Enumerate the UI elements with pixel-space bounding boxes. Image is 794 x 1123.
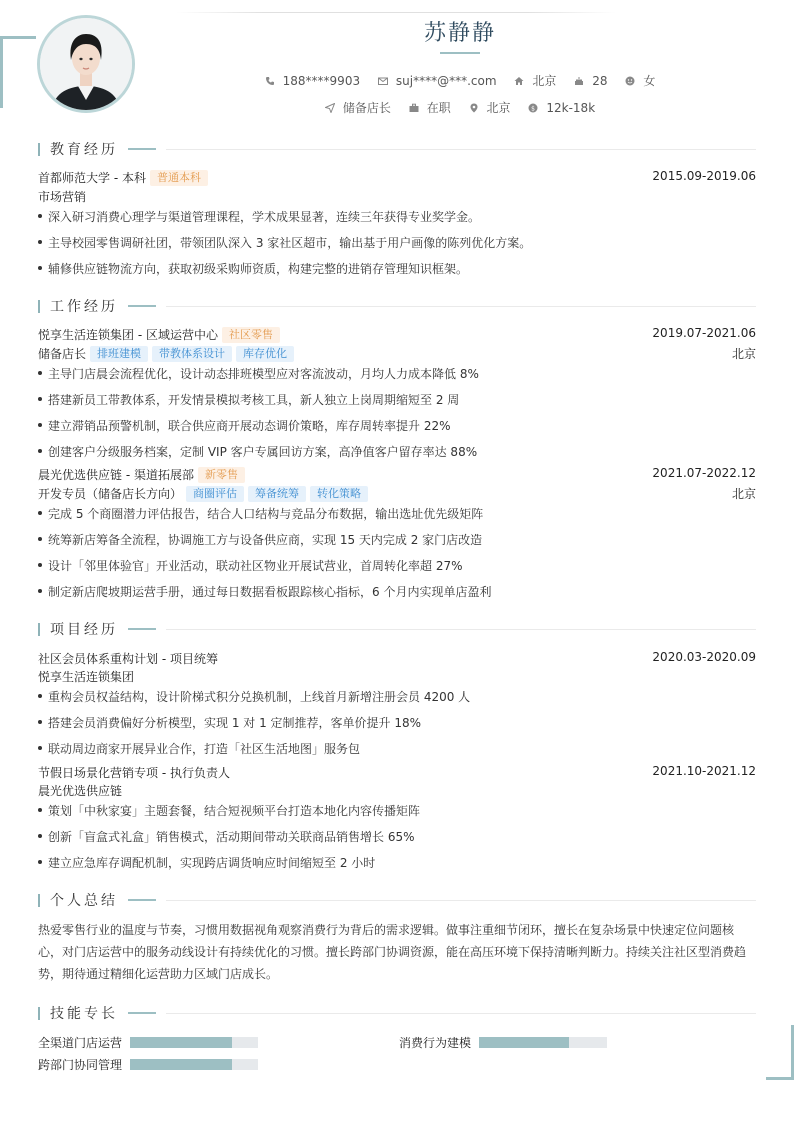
- corner-decoration-bottom-right-horizontal: [766, 1077, 794, 1080]
- skill-level-fill: [130, 1037, 232, 1048]
- education-date: 2015.09-2019.06: [652, 169, 756, 183]
- target-role-item: [325, 99, 391, 116]
- skill-name: 跨部门协同管理: [38, 1058, 123, 1072]
- skill-tag: 库存优化: [236, 346, 294, 362]
- target-city-item: [469, 99, 511, 116]
- email-text: suj****@***.com: [395, 74, 497, 88]
- work-entry-head: [38, 466, 756, 483]
- education-bullet: 主导校园零售调研社团，带领团队深入 3 家社区超市，输出基于用户画像的陈列优化方案。: [38, 234, 756, 251]
- project-date: 2020.03-2020.09: [652, 650, 756, 664]
- coin-icon: [528, 103, 538, 113]
- location-pin-icon: [469, 103, 479, 113]
- section-title-projects: [38, 621, 756, 637]
- company-name: 晨光优选供应链 - 渠道拓展部: [38, 468, 194, 482]
- work-bullet: 制定新店爬坡期运营手册，通过每日数据看板跟踪核心指标，6 个月内实现单店盈利: [38, 583, 756, 600]
- project-date: 2021.10-2021.12: [652, 764, 756, 778]
- svg-text:$: $: [531, 105, 536, 113]
- skill-tag: 转化策略: [310, 486, 368, 502]
- send-icon: [325, 103, 335, 113]
- job-intent-row: [0, 99, 794, 116]
- section-title-work: [38, 298, 756, 314]
- candidate-name: 苏静静: [423, 21, 496, 46]
- skill-tag: 筹备统筹: [248, 486, 306, 502]
- education-entry-head: [38, 169, 756, 186]
- section-heading: 技能专长: [50, 1006, 118, 1022]
- city-item: [514, 72, 556, 89]
- skill-name: 全渠道门店运营: [38, 1036, 123, 1050]
- work-bullet: 完成 5 个商圈潜力评估报告，结合人口结构与竞品分布数据，输出选址优先级矩阵: [38, 505, 756, 522]
- status-text: 在职: [426, 101, 451, 115]
- project-title: 节假日场景化营销专项 - 执行负责人: [38, 766, 230, 780]
- skill-item: [38, 1034, 258, 1051]
- project-bullet: 联动周边商家开展异业合作，打造「社区生活地图」服务包: [38, 740, 756, 757]
- section-heading: 个人总结: [50, 893, 118, 909]
- skill-item: [38, 1056, 258, 1073]
- skill-tag: 排班建模: [90, 346, 148, 362]
- work-bullet: 统筹新店筹备全流程，协调施工方与设备供应商，实现 15 天内完成 2 家门店改造: [38, 531, 756, 548]
- skill-level-bar: [479, 1037, 607, 1048]
- work-bullet: 创建客户分级服务档案，定制 VIP 客户专属回访方案，高净值客户留存率达 88%: [38, 443, 756, 460]
- industry-tag: 新零售: [198, 467, 245, 483]
- work-entry-head: [38, 326, 756, 343]
- phone-icon: [265, 76, 275, 86]
- work-bullet: 搭建新员工带教体系，开发情景模拟考核工具，新人独立上岗周期缩短至 2 周: [38, 391, 756, 408]
- education-bullet: 辅修供应链物流方向，获取初级采购师资质，构建完整的进销存管理知识框架。: [38, 260, 756, 277]
- project-bullet: 创新「盲盒式礼盒」销售模式，活动期间带动关联商品销售增长 65%: [38, 828, 756, 845]
- skill-tag: 商圈评估: [186, 486, 244, 502]
- contact-info-row: [0, 72, 794, 89]
- gender-item: [625, 72, 655, 89]
- project-title: 社区会员体系重构计划 - 项目统筹: [38, 652, 218, 666]
- project-entry-head: [38, 764, 756, 781]
- work-date: 2019.07-2021.06: [652, 326, 756, 340]
- project-entry-head: [38, 650, 756, 667]
- project-bullet: 重构会员权益结构，设计阶梯式积分兑换机制，上线首月新增注册会员 4200 人: [38, 688, 756, 705]
- work-bullet: 建立滞销品预警机制，联合供应商开展动态调价策略，库存周转率提升 22%: [38, 417, 756, 434]
- section-title-summary: [38, 892, 756, 908]
- work-city: 北京: [731, 487, 756, 501]
- gender-text: 女: [643, 74, 656, 88]
- age-item: [574, 74, 607, 88]
- home-icon: [514, 76, 524, 86]
- education-major: 市场营销: [38, 190, 87, 204]
- skill-item: [399, 1034, 607, 1051]
- skill-level-bar: [130, 1059, 258, 1070]
- section-heading: 项目经历: [50, 622, 118, 638]
- education-bullet: 深入研习消费心理学与渠道管理课程，学术成果显著，连续三年获得专业奖学金。: [38, 208, 756, 225]
- skill-tag: 带教体系设计: [152, 346, 232, 362]
- project-bullet: 建立应急库存调配机制，实现跨店调货响应时间缩短至 2 小时: [38, 854, 756, 871]
- header-divider: [176, 12, 616, 13]
- section-heading: 工作经历: [50, 299, 118, 315]
- work-date: 2021.07-2022.12: [652, 466, 756, 480]
- briefcase-icon: [409, 103, 419, 113]
- section-title-skills: [38, 1005, 756, 1021]
- skill-level-fill: [130, 1059, 232, 1070]
- skill-name: 消费行为建模: [399, 1036, 472, 1050]
- job-role: 开发专员（储备店长方向）: [38, 487, 183, 501]
- company-name: 悦享生活连锁集团 - 区域运营中心: [38, 328, 218, 342]
- school-name: 首都师范大学 - 本科: [38, 171, 146, 185]
- project-org: 晨光优选供应链: [38, 784, 123, 798]
- section-title-education: [38, 141, 756, 157]
- salary-text: 12k-18k: [546, 101, 596, 115]
- personal-summary-text: 热爱零售行业的温度与节奏，习惯用数据视角观察消费行为背后的需求逻辑。做事注重细节闭环，擅长在复杂场景中快速定位问题核心，对门店运营中的服务动线设计有持续优化的习惯。擅长跨部门协调资源，能在高压环境下保持清晰判断力。持续关注社区型消费趋势，期待通过精细化运营助力区域门店成长。: [38, 923, 747, 981]
- salary-item: [528, 101, 595, 115]
- smile-icon: [625, 76, 635, 86]
- cake-icon: [574, 76, 584, 86]
- email-icon: [378, 76, 388, 86]
- project-bullet: 策划「中秋家宴」主题套餐，结合短视频平台打造本地化内容传播矩阵: [38, 802, 756, 819]
- phone-item: [265, 74, 360, 88]
- industry-tag: 社区零售: [222, 327, 280, 343]
- target-role-text: 储备店长: [342, 101, 391, 115]
- target-city-text: 北京: [486, 101, 511, 115]
- section-heading: 教育经历: [50, 142, 118, 158]
- job-role: 储备店长: [38, 347, 87, 361]
- city-text: 北京: [532, 74, 557, 88]
- work-bullet: 主导门店晨会流程优化，设计动态排班模型应对客流波动，月均人力成本降低 8%: [38, 365, 756, 382]
- status-item: [409, 99, 451, 116]
- project-bullet: 搭建会员消费偏好分析模型，实现 1 对 1 定制推荐，客单价提升 18%: [38, 714, 756, 731]
- age-text: 28: [592, 74, 608, 88]
- work-role-row: [38, 485, 756, 502]
- education-tag: 普通本科: [150, 170, 208, 186]
- project-org: 悦享生活连锁集团: [38, 670, 135, 684]
- work-bullet: 设计「邻里体验官」开业活动，联动社区物业开展试营业，首周转化率超 27%: [38, 557, 756, 574]
- work-role-row: [38, 345, 756, 362]
- name-underline: [440, 52, 480, 54]
- phone-text: 188****9903: [282, 74, 361, 88]
- skill-level-bar: [130, 1037, 258, 1048]
- skill-level-fill: [479, 1037, 569, 1048]
- email-item: [378, 74, 497, 88]
- work-city: 北京: [731, 347, 756, 361]
